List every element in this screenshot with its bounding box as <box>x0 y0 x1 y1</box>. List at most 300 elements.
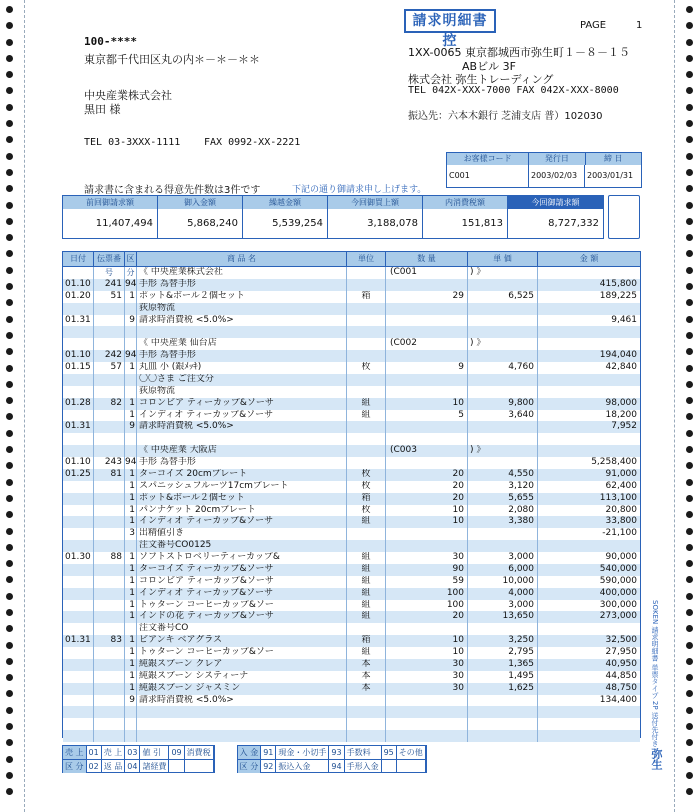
cell-item-name <box>137 718 347 730</box>
cell-date <box>63 267 94 279</box>
sales-category-legend <box>62 745 215 773</box>
feed-hole <box>686 788 693 795</box>
cell-slip <box>94 611 125 623</box>
table-row <box>63 457 640 469</box>
cell-qty: 20 <box>386 493 468 505</box>
cell-amount: 32,500 <box>605 635 637 646</box>
feed-hole <box>6 593 13 600</box>
payment-category-head-1: 入 金 <box>238 746 262 760</box>
cell-slip <box>94 338 125 350</box>
feed-hole <box>686 55 693 62</box>
cell-kind: 9 <box>125 695 137 707</box>
cell-date <box>63 326 94 338</box>
cell-price: 4,000 <box>468 588 538 600</box>
table-row <box>63 386 640 398</box>
cell-kind: 1 <box>125 493 137 505</box>
cell-slip: 82 <box>94 398 125 410</box>
cell-item-name: 荻原物流 <box>137 303 347 315</box>
cell-price: 3,640 <box>468 410 538 422</box>
cell-unit <box>347 695 386 707</box>
feed-hole <box>6 560 13 567</box>
cell-qty: 30 <box>386 671 468 683</box>
cell-qty <box>386 706 468 718</box>
cell-slip: 88 <box>94 552 125 564</box>
cell-qty <box>386 303 468 315</box>
cell-slip <box>94 730 125 742</box>
payment-legend-cell: その他 <box>397 746 426 760</box>
cell-date <box>63 516 94 528</box>
cell-item-name: ビアンキ ベアグラス <box>137 635 347 647</box>
cell-amount: -21,100 <box>602 528 637 539</box>
cell-qty: 9 <box>386 362 468 374</box>
table-row <box>63 326 640 338</box>
cell-price <box>468 303 538 315</box>
summary-previous: 11,407,494 <box>63 209 158 238</box>
cell-unit: 箱 <box>347 635 386 647</box>
cell-unit <box>347 706 386 718</box>
cell-amount: 400,000 <box>599 587 637 598</box>
cell-qty: 59 <box>386 576 468 588</box>
table-row <box>63 350 640 362</box>
feed-hole <box>6 316 13 323</box>
cell-unit <box>347 315 386 327</box>
table-row <box>63 410 640 422</box>
cell-slip: 57 <box>94 362 125 374</box>
customer-code-header: お客様コード <box>447 153 529 165</box>
cell-date: 01.10 <box>63 279 94 291</box>
cell-amount <box>538 540 640 552</box>
cell-item-name: 注文番号CO <box>137 623 347 635</box>
cell-slip: 81 <box>94 469 125 481</box>
cell-date <box>63 410 94 422</box>
feed-hole <box>6 723 13 730</box>
cell-amount <box>538 623 640 635</box>
cell-unit: 枚 <box>347 362 386 374</box>
feed-hole <box>6 739 13 746</box>
cell-price: 5,655 <box>468 493 538 505</box>
cell-date: 01.28 <box>63 398 94 410</box>
cell-amount: 540,000 <box>599 563 637 574</box>
cell-amount <box>538 386 640 398</box>
feed-hole <box>686 560 693 567</box>
cell-unit: 本 <box>347 683 386 695</box>
payment-legend-cell: 手形入金 <box>345 760 382 773</box>
cell-amount: 98,000 <box>605 397 637 408</box>
cell-unit <box>347 279 386 291</box>
feed-hole <box>6 87 13 94</box>
cell-date: 01.10 <box>63 350 94 362</box>
feed-hole <box>686 446 693 453</box>
sales-legend-cell: 売 上 <box>102 746 126 760</box>
feed-hole <box>6 772 13 779</box>
cell-unit: 箱 <box>347 493 386 505</box>
cell-unit <box>347 421 386 433</box>
cell-slip <box>94 315 125 327</box>
cell-item-name: コロンビア ティーカップ&ソーサ <box>137 398 347 410</box>
cell-item-name: コロンビア ティーカップ&ソーサ <box>137 576 347 588</box>
cell-item-name: 手形 為替手形 <box>137 279 347 291</box>
cell-amount: 62,400 <box>605 480 637 491</box>
sender-company: 株式会社 弥生トレーディング <box>408 73 554 86</box>
cell-amount: 194,040 <box>599 350 637 361</box>
cell-kind: 3 <box>125 528 137 540</box>
cell-unit: 枚 <box>347 469 386 481</box>
summary-tax: 151,813 <box>423 209 508 238</box>
table-row <box>63 623 640 635</box>
cell-item-name: 純銀スプーン ジャスミン <box>137 683 347 695</box>
feed-hole <box>6 299 13 306</box>
feed-hole <box>6 267 13 274</box>
feed-hole <box>6 658 13 665</box>
cell-kind <box>125 718 137 730</box>
cell-price <box>468 374 538 386</box>
feed-hole <box>686 87 693 94</box>
cell-slip <box>94 600 125 612</box>
cell-qty: 30 <box>386 683 468 695</box>
cell-price <box>468 315 538 327</box>
payment-legend-cell <box>397 760 426 772</box>
feed-hole <box>686 609 693 616</box>
feed-hole <box>686 104 693 111</box>
cell-slip <box>94 540 125 552</box>
cell-amount: 18,200 <box>605 409 637 420</box>
feed-hole <box>686 185 693 192</box>
feed-hole <box>6 71 13 78</box>
table-row <box>63 635 640 647</box>
sales-category-head-1: 売 上 <box>63 746 87 760</box>
cell-kind <box>125 386 137 398</box>
feed-hole <box>686 397 693 404</box>
cell-slip <box>94 528 125 540</box>
feed-hole <box>686 316 693 323</box>
cell-date <box>63 540 94 552</box>
feed-hole <box>6 609 13 616</box>
cell-amount: 590,000 <box>599 575 637 586</box>
feed-hole <box>6 674 13 681</box>
cell-qty <box>386 433 468 445</box>
cell-amount: 5,258,400 <box>591 457 637 467</box>
cell-price: 9,800 <box>468 398 538 410</box>
table-row <box>63 303 640 315</box>
cell-slip <box>94 576 125 588</box>
cell-price <box>468 730 538 742</box>
table-row <box>63 505 640 517</box>
table-row <box>63 315 640 327</box>
cell-qty: 20 <box>386 611 468 623</box>
sender-bank: 振込先：六本木銀行 芝浦支店 普）102030 <box>408 111 603 122</box>
feed-hole <box>686 234 693 241</box>
feed-hole <box>686 707 693 714</box>
cell-slip: 83 <box>94 635 125 647</box>
table-row <box>63 611 640 623</box>
cell-slip <box>94 410 125 422</box>
feed-hole <box>686 218 693 225</box>
feed-hole <box>686 136 693 143</box>
cell-slip <box>94 659 125 671</box>
cell-item-name: インディオ ティーカップ&ソーサ <box>137 410 347 422</box>
cell-price <box>468 623 538 635</box>
cell-kind: 1 <box>125 410 137 422</box>
cell-date: 01.30 <box>63 552 94 564</box>
cell-date <box>63 588 94 600</box>
cell-qty <box>386 718 468 730</box>
feed-hole <box>686 71 693 78</box>
cell-qty <box>386 540 468 552</box>
feed-hole <box>686 462 693 469</box>
feed-hole <box>6 495 13 502</box>
cell-amount: 27,950 <box>605 647 637 657</box>
feed-hole <box>6 136 13 143</box>
right-feed-holes <box>686 6 694 805</box>
table-row <box>63 730 640 742</box>
cell-amount <box>538 303 640 315</box>
table-row <box>63 659 640 671</box>
cell-kind: 1 <box>125 671 137 683</box>
col-unit: 単位 <box>347 252 386 266</box>
cell-price: 4,550 <box>468 469 538 481</box>
cell-item-name: 請求時消費税 <5.0%> <box>137 421 347 433</box>
cell-qty: 30 <box>386 659 468 671</box>
cell-unit <box>347 540 386 552</box>
form-side-print: SOKEN 請求明細書 単票タイプ 2P 送付先付き <box>651 600 659 747</box>
feed-hole <box>6 788 13 795</box>
cell-unit: 組 <box>347 576 386 588</box>
cell-item-name <box>137 730 347 742</box>
cell-amount: 48,750 <box>605 682 637 693</box>
cell-date <box>63 576 94 588</box>
cell-kind: 1 <box>125 683 137 695</box>
cell-date: 01.20 <box>63 291 94 303</box>
cell-amount <box>538 433 640 445</box>
summary-purchase: 3,188,078 <box>328 209 423 238</box>
customer-info-box <box>446 152 642 188</box>
cell-price: ) 》 <box>468 338 538 350</box>
table-row <box>63 267 640 279</box>
cell-amount <box>538 338 640 350</box>
customer-code: C001 <box>447 165 529 187</box>
feed-hole <box>6 234 13 241</box>
cell-price: 6,000 <box>468 564 538 576</box>
feed-hole <box>6 218 13 225</box>
cell-date <box>63 718 94 730</box>
cell-unit: 組 <box>347 611 386 623</box>
cell-slip <box>94 695 125 707</box>
table-row <box>63 706 640 718</box>
feed-hole <box>686 22 693 29</box>
cell-kind: 1 <box>125 588 137 600</box>
cell-price: 3,000 <box>468 600 538 612</box>
cell-slip <box>94 516 125 528</box>
cell-kind <box>125 433 137 445</box>
cell-kind: 1 <box>125 647 137 659</box>
cell-item-name <box>137 326 347 338</box>
cell-slip <box>94 445 125 457</box>
cell-amount <box>538 706 640 718</box>
cell-amount: 7,952 <box>611 421 637 432</box>
cell-unit: 枚 <box>347 481 386 493</box>
cell-date <box>63 623 94 635</box>
cell-kind <box>125 303 137 315</box>
cell-qty: 10 <box>386 635 468 647</box>
cell-kind: 1 <box>125 469 137 481</box>
cell-kind: 1 <box>125 659 137 671</box>
feed-hole <box>686 120 693 127</box>
recipient-address: 東京都千代田区丸の内＊－＊－＊＊ <box>84 53 260 66</box>
request-notice: 下記の通り御請求申し上げます。 <box>292 185 427 195</box>
summary-header-current: 今回御請求額 <box>508 196 603 209</box>
cell-price <box>468 457 538 469</box>
feed-hole <box>6 462 13 469</box>
cell-qty: 10 <box>386 516 468 528</box>
payment-legend-cell: 振込入金 <box>276 760 329 773</box>
cell-amount <box>538 326 640 338</box>
table-row <box>63 671 640 683</box>
feed-hole <box>6 381 13 388</box>
cell-qty <box>386 350 468 362</box>
feed-hole <box>6 202 13 209</box>
cell-price: 3,250 <box>468 635 538 647</box>
table-row <box>63 493 640 505</box>
cell-qty <box>386 623 468 635</box>
right-perforation <box>674 0 675 812</box>
left-feed-holes <box>6 6 14 805</box>
cell-qty <box>386 730 468 742</box>
cell-qty: (C001 <box>386 267 468 279</box>
sales-legend-cell: 諸経費 <box>140 760 169 773</box>
sales-legend-cell: 04 <box>125 760 140 773</box>
cell-slip: 243 <box>94 457 125 469</box>
feed-hole <box>686 250 693 257</box>
document-title: 請求明細書控 <box>404 9 496 33</box>
cell-amount: 42,840 <box>605 362 637 372</box>
sales-legend-cell: 値 引 <box>140 746 169 760</box>
summary-box <box>62 195 604 239</box>
payment-legend-cell: 91 <box>261 746 276 760</box>
cell-date <box>63 600 94 612</box>
feed-hole <box>6 55 13 62</box>
table-row <box>63 481 640 493</box>
cell-kind: 1 <box>125 635 137 647</box>
cell-qty <box>386 421 468 433</box>
recipient-tel: TEL 03-3XXX-1111 <box>84 137 181 148</box>
cell-price: 13,650 <box>468 611 538 623</box>
table-row <box>63 516 640 528</box>
cell-item-name: 《 中央産業 大阪店 <box>137 445 347 457</box>
issue-date: 2003/02/03 <box>529 165 585 187</box>
cell-item-name: 注文番号CO0125 <box>137 540 347 552</box>
cell-item-name: 請求時消費税 <5.0%> <box>137 695 347 707</box>
col-kind: 区分 <box>125 252 137 266</box>
cell-unit: 組 <box>347 600 386 612</box>
table-row <box>63 421 640 433</box>
sales-legend-cell: 返 品 <box>102 760 126 773</box>
table-row <box>63 374 640 386</box>
cell-qty: 20 <box>386 469 468 481</box>
feed-hole <box>6 22 13 29</box>
cell-date: 01.31 <box>63 315 94 327</box>
cell-amount <box>538 445 640 457</box>
cell-kind: 1 <box>125 600 137 612</box>
cell-date: 01.31 <box>63 421 94 433</box>
cell-unit <box>347 730 386 742</box>
cell-date: 01.10 <box>63 457 94 469</box>
cell-price <box>468 718 538 730</box>
cell-unit <box>347 303 386 315</box>
cell-date: 01.15 <box>63 362 94 374</box>
table-row <box>63 600 640 612</box>
summary-payment: 5,868,240 <box>158 209 243 238</box>
cell-qty: 10 <box>386 398 468 410</box>
cell-date <box>63 386 94 398</box>
issue-date-header: 発行日 <box>529 153 585 165</box>
cell-kind: 94 <box>125 278 137 289</box>
col-qty: 数 量 <box>386 252 468 266</box>
cell-amount: 44,850 <box>605 670 637 681</box>
feed-hole <box>686 739 693 746</box>
table-row <box>63 683 640 695</box>
col-date: 日付 <box>63 252 94 266</box>
table-row <box>63 338 640 350</box>
cell-date <box>63 647 94 659</box>
stamp-box <box>608 195 640 239</box>
cell-unit: 組 <box>347 552 386 564</box>
sales-legend-cell: 03 <box>125 746 140 760</box>
feed-hole <box>6 250 13 257</box>
summary-header-tax: 内消費税額 <box>423 196 508 209</box>
closing-date-header: 締 日 <box>604 154 623 163</box>
feed-hole <box>6 348 13 355</box>
cell-qty <box>386 386 468 398</box>
recipient-company: 中央産業株式会社 <box>84 89 172 102</box>
cell-amount: 90,000 <box>605 552 637 562</box>
cell-price <box>468 528 538 540</box>
cell-qty: 29 <box>386 291 468 303</box>
feed-hole <box>6 576 13 583</box>
feed-hole <box>6 528 13 535</box>
table-row <box>63 528 640 540</box>
feed-hole <box>686 674 693 681</box>
cell-unit: 組 <box>347 410 386 422</box>
cell-item-name: インドの花 ティーカップ&ソーサ <box>137 611 347 623</box>
cell-date <box>63 433 94 445</box>
feed-hole <box>6 707 13 714</box>
cell-slip <box>94 623 125 635</box>
cell-item-name <box>137 433 347 445</box>
cell-kind <box>125 540 137 552</box>
cell-unit: 組 <box>347 647 386 659</box>
feed-hole <box>686 544 693 551</box>
cell-item-name: 出精値引き <box>137 528 347 540</box>
cell-date: 01.31 <box>63 635 94 647</box>
cell-qty <box>386 528 468 540</box>
feed-hole <box>686 267 693 274</box>
left-perforation <box>24 0 25 812</box>
recipient-fax: FAX 0992-XX-2221 <box>204 137 301 148</box>
detail-table <box>62 251 641 738</box>
cell-date <box>63 374 94 386</box>
cell-item-name <box>137 706 347 718</box>
cell-kind: 1 <box>125 481 137 493</box>
cell-unit <box>347 338 386 350</box>
cell-date <box>63 493 94 505</box>
cell-slip <box>94 303 125 315</box>
sender-building: ABビル 3F <box>462 60 516 73</box>
cell-slip: 242 <box>94 350 125 362</box>
cell-unit: 組 <box>347 564 386 576</box>
cell-unit: 組 <box>347 588 386 600</box>
cell-kind: 1 <box>125 362 137 374</box>
sales-legend-cell: 01 <box>87 746 102 760</box>
